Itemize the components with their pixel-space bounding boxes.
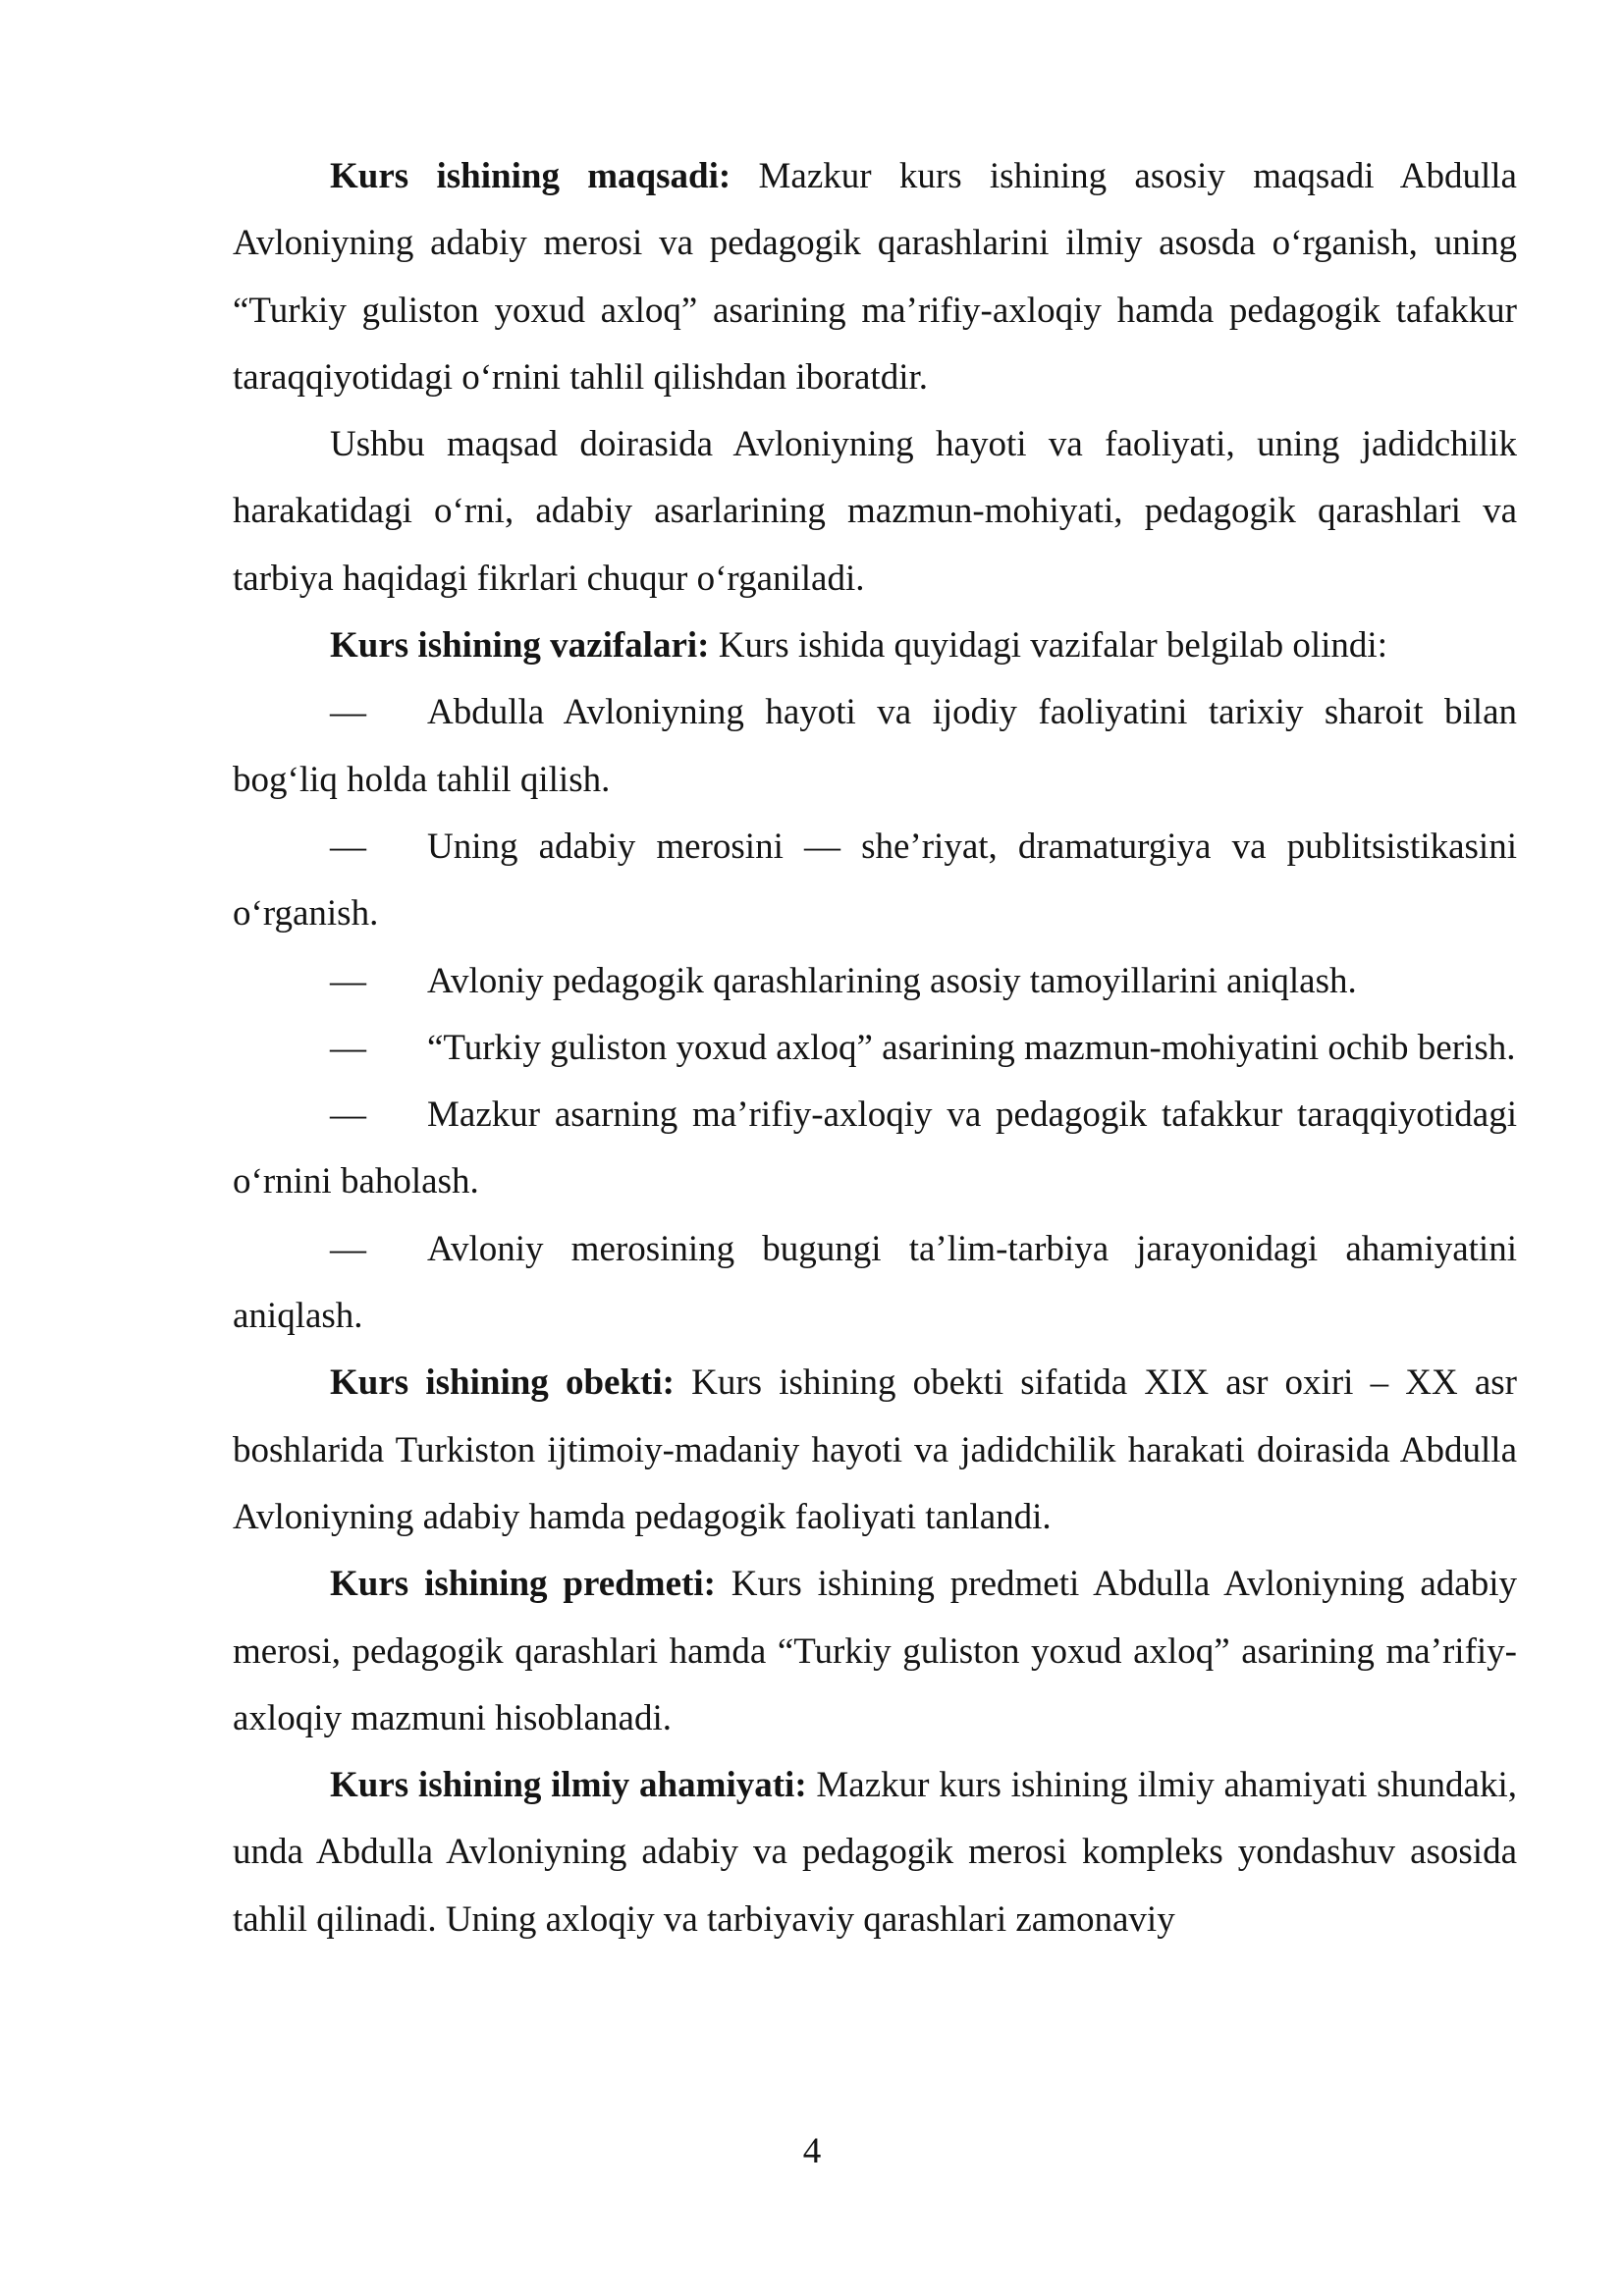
text-vazifalari: Kurs ishida quyidagi vazifalar belgilab olindi:	[709, 625, 1387, 667]
task-list-item	[233, 1082, 1517, 1216]
text-obekti: Kurs ishining obekti sifatida XIX asr oxiri – XX asr boshlarida Turkiston ijtimoiy-madaniy hayoti va jadidchilik harakati doirasida Abdulla Avloniyning adabiy hamda pedagogik faoliyati tanlandi.	[233, 1362, 1517, 1537]
text-maqsadi: Mazkur kurs ishining asosiy maqsadi Abdulla Avloniyning adabiy merosi va pedagogik qarashlarini ilmiy asosda o‘rganish, uning “Turkiy guliston yoxud axloq” asarining ma’rifiy-axloqiy hamda pedagogik tafakkur taraqqiyotidagi o‘rnini tahlil qilishdan iboratdir.	[233, 156, 1517, 398]
paragraph-predmeti	[233, 1551, 1517, 1752]
paragraph-maqsadi	[233, 143, 1517, 411]
task-text: “Turkiy guliston yoxud axloq” asarining mazmun-mohiyatini ochib berish.	[427, 1027, 1516, 1068]
task-text: Uning adabiy merosini — she’riyat, dramaturgiya va publitsistikasini o‘rganish.	[233, 826, 1517, 934]
list-dash: —	[330, 1228, 366, 1269]
text-ilmiy-ahamiyati: Mazkur kurs ishining ilmiy ahamiyati shundaki, unda Abdulla Avloniyning adabiy va pedagogik merosi kompleks yondashuv asosida tahlil qilinadi. Uning axloqiy va tarbiyaviy qarashlari zamonaviy	[233, 1765, 1517, 1940]
heading-vazifalari: Kurs ishining vazifalari:	[330, 625, 710, 667]
task-list-item	[233, 1015, 1517, 1082]
page-number: 4	[802, 2131, 822, 2171]
paragraph-ilmiy-ahamiyati	[233, 1752, 1517, 1953]
task-text: Mazkur asarning ma’rifiy-axloqiy va pedagogik tafakkur taraqqiyotidagi o‘rnini baholash.	[233, 1095, 1517, 1202]
heading-predmeti: Kurs ishining predmeti:	[330, 1564, 716, 1605]
task-list-item	[233, 814, 1517, 948]
paragraph-obekti	[233, 1350, 1517, 1551]
task-list-item	[233, 1216, 1517, 1351]
task-list-item	[233, 948, 1517, 1015]
text-maqsad-doirasi: Ushbu maqsad doirasida Avloniyning hayoti va faoliyati, uning jadidchilik harakatidagi o‘rni, adabiy asarlarining mazmun-mohiyati, pedagogik qarashlari va tarbiya haqidagi fikrlari chuqur o‘rganiladi.	[233, 424, 1517, 599]
paragraph-maqsad-doirasi	[233, 411, 1517, 613]
list-dash: —	[330, 1095, 366, 1136]
heading-obekti: Kurs ishining obekti:	[330, 1362, 675, 1404]
task-list-item	[233, 679, 1517, 814]
task-text: Abdulla Avloniyning hayoti va ijodiy faoliyatini tarixiy sharoit bilan bog‘liq holda tahlil qilish.	[233, 692, 1517, 800]
list-dash: —	[330, 826, 366, 867]
list-dash: —	[330, 960, 366, 1001]
text-predmeti: Kurs ishining predmeti Abdulla Avloniyning adabiy merosi, pedagogik qarashlari hamda “Turkiy guliston yoxud axloq” asarining ma’rifiy-axloqiy mazmuni hisoblanadi.	[233, 1564, 1517, 1738]
list-dash: —	[330, 692, 366, 733]
task-text: Avloniy pedagogik qarashlarining asosiy tamoyillarini aniqlash.	[427, 960, 1357, 1001]
page-body	[233, 143, 1517, 1953]
list-dash: —	[330, 1027, 366, 1068]
paragraph-vazifalari	[233, 613, 1517, 679]
task-text: Avloniy merosining bugungi ta’lim-tarbiya jarayonidagi ahamiyatini aniqlash.	[233, 1228, 1517, 1337]
heading-maqsadi: Kurs ishining maqsadi:	[330, 156, 731, 196]
heading-ilmiy-ahamiyati: Kurs ishining ilmiy ahamiyati:	[330, 1765, 807, 1806]
